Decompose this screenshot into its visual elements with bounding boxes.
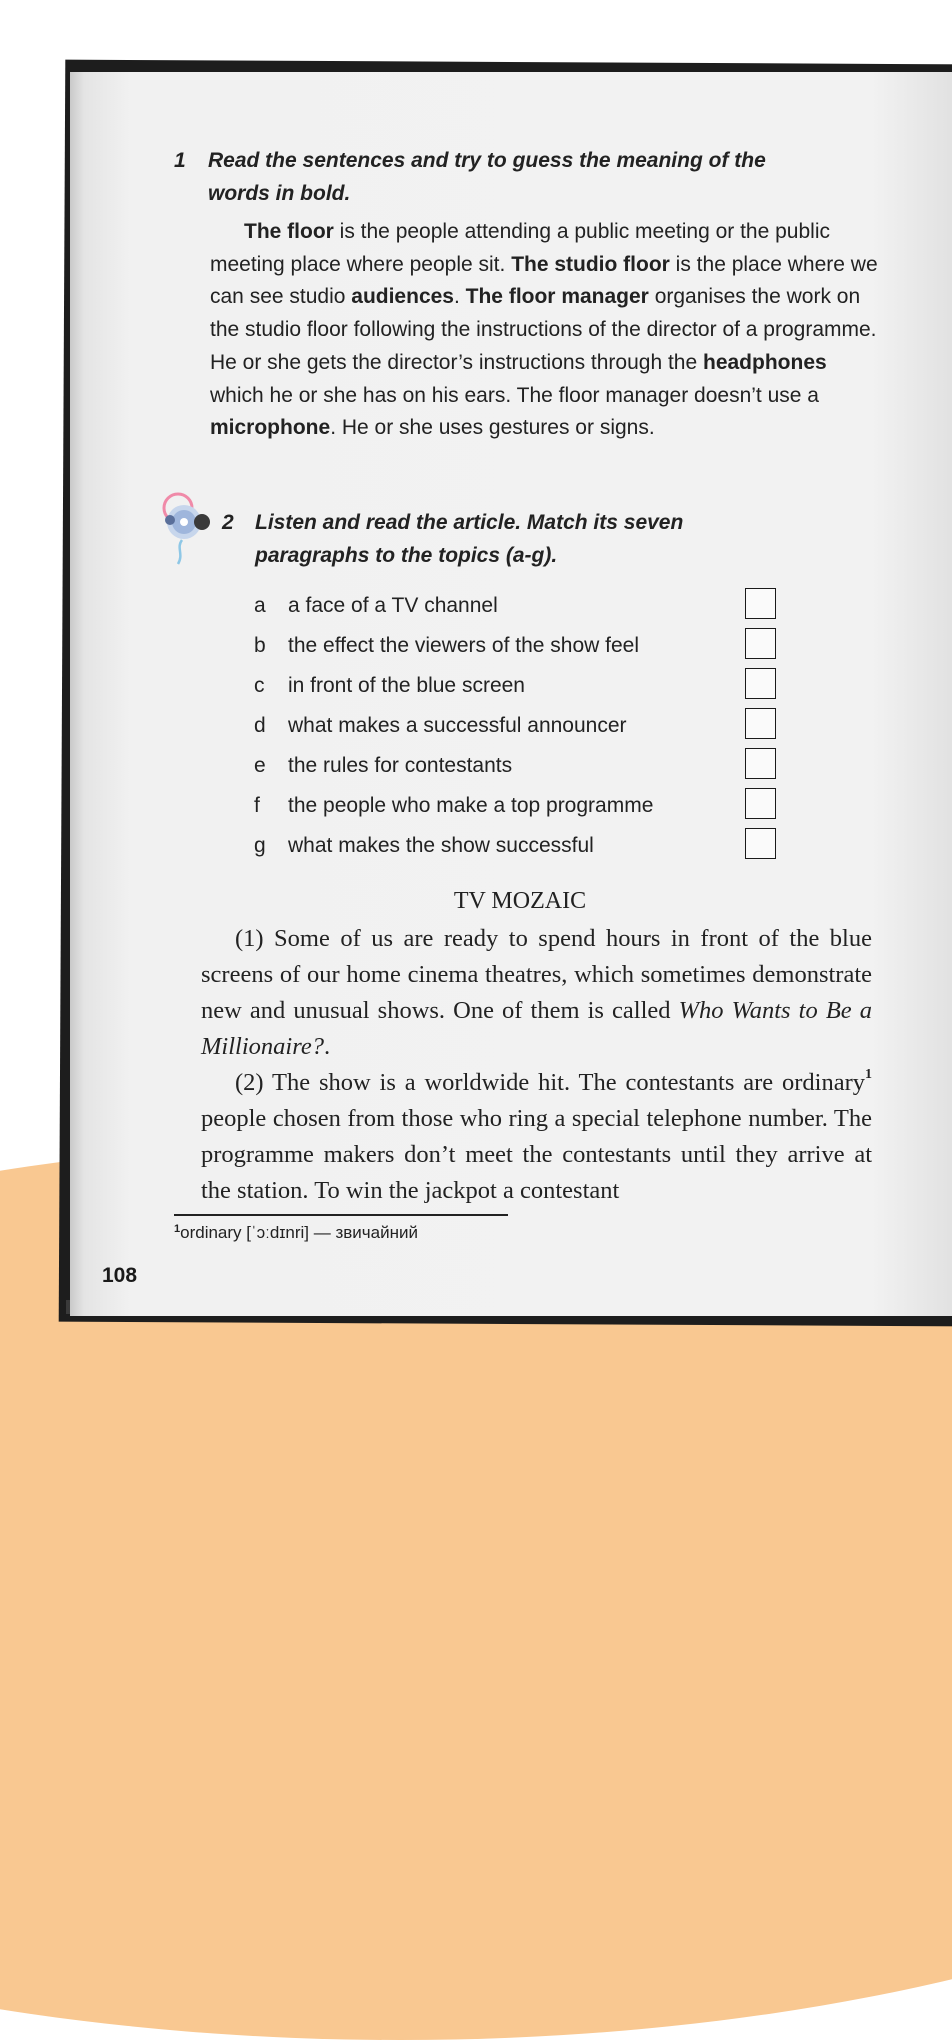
topic-item (254, 586, 794, 626)
topic-text: a face of a TV channel (288, 594, 498, 617)
article-body (201, 921, 872, 1209)
key-term: The studio floor (511, 252, 670, 276)
footnote-divider (174, 1214, 508, 1216)
task-1-instruction: Read the sentences and try to guess the meaning of the words in bold. (208, 149, 766, 205)
paragraph-text: . (323, 1033, 331, 1060)
definition-paragraph (210, 216, 878, 445)
topic-item (254, 626, 794, 666)
topic-letter: b (254, 634, 266, 657)
paragraph-text: (1) Some of us are ready to spend hours in front of the blue screens of our home cinema theatres, which sometimes demonstrate new and unusual shows. One of them is called (201, 925, 872, 1024)
topic-letter: c (254, 674, 265, 697)
answer-box[interactable] (745, 628, 776, 659)
topic-text: in front of the blue screen (288, 674, 525, 697)
audio-disc-icon (158, 486, 214, 572)
paragraph-text: is the place where we can see studio (210, 252, 878, 309)
topic-letter: f (254, 794, 260, 817)
paragraph-text: is the people attending a public meeting or the public meeting place where people sit. (210, 220, 830, 276)
key-term: The floor (244, 220, 334, 243)
topic-letter: d (254, 714, 266, 737)
topic-text: what makes a successful announcer (288, 714, 627, 737)
topic-item (254, 746, 794, 786)
topic-letter: a (254, 594, 266, 617)
answer-box[interactable] (745, 668, 776, 699)
topic-item (254, 826, 794, 866)
topic-text: the people who make a top programme (288, 794, 654, 817)
topic-text: the rules for contestants (288, 754, 513, 777)
topic-item (254, 706, 794, 746)
answer-box[interactable] (745, 588, 776, 619)
topic-letter: e (254, 754, 266, 777)
answer-box[interactable] (745, 828, 776, 859)
answer-box[interactable] (745, 748, 776, 779)
task-2-heading (222, 506, 822, 572)
footnote-marker: 1 (865, 1067, 872, 1082)
footnote (174, 1221, 418, 1245)
topic-letter: g (254, 834, 266, 857)
key-term: headphones (703, 350, 827, 374)
paragraph-text: which he or she has on his ears. The floor manager doesn’t use a (210, 383, 819, 407)
topic-text: what makes the show successful (288, 834, 594, 857)
topic-list (254, 586, 794, 866)
key-term: microphone (210, 416, 331, 440)
topic-item (254, 786, 794, 826)
task-2-number: 2 (222, 511, 234, 534)
paragraph-text: organises the work on the studio floor following the instructions of the director of a programme. He or she gets the director’s instructions through the (210, 285, 877, 374)
paragraph-text: people chosen from those who ring a special telephone number. The programme makers don’t meet the contestants until they arrive at the station. To win the jackpot a contestant (201, 1105, 872, 1204)
article-paragraph-2 (201, 1065, 872, 1209)
task-2-instruction: Listen and read the article. Match its seven paragraphs to the topics (a-g). (255, 511, 684, 567)
footnote-text: ordinary [ˈɔːdɪnri] — звичайний (180, 1223, 418, 1242)
footnote-number: 1 (174, 1223, 181, 1235)
paragraph-text: . (453, 285, 466, 309)
show-title: Who Wants to Be a Millionaire? (201, 997, 872, 1060)
paragraph-text: . He or she uses gestures or signs. (330, 416, 655, 440)
task-1-number: 1 (174, 149, 186, 172)
topic-text: the effect the viewers of the show feel (288, 634, 639, 657)
answer-box[interactable] (745, 788, 776, 819)
key-term: The floor manager (465, 285, 649, 309)
paragraph-text: (2) The show is a worldwide hit. The contestants are ordinary (235, 1069, 865, 1096)
page-number: 108 (102, 1264, 138, 1287)
topic-item (254, 666, 794, 706)
key-term: audiences (351, 285, 454, 309)
task-1-heading (174, 144, 814, 210)
answer-box[interactable] (745, 708, 776, 739)
article-paragraph-1 (201, 921, 872, 1065)
article-title: TV MOZAIC (453, 888, 587, 914)
